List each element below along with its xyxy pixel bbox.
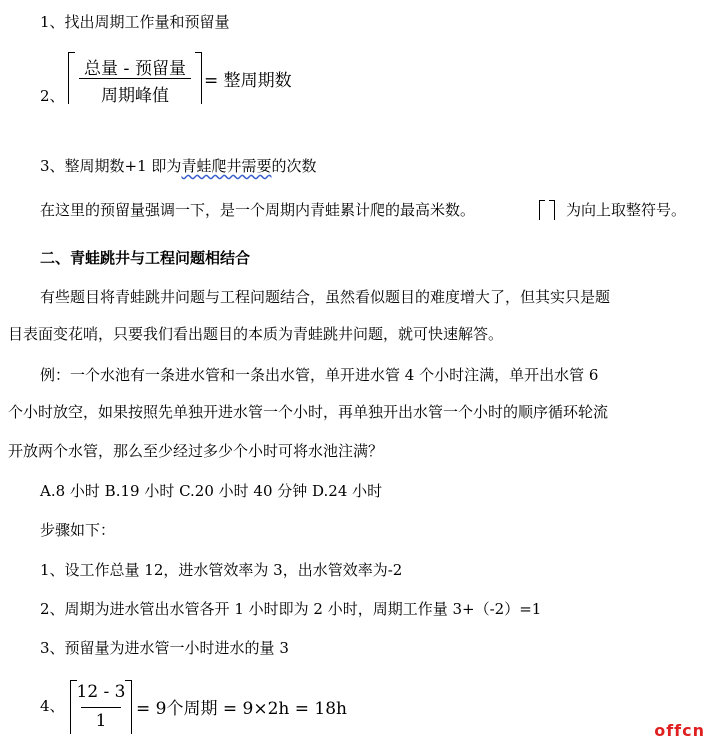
step-3-spellcheck-underline: 青蛙爬井需要 xyxy=(181,157,272,175)
step-3-part2: 的次数 xyxy=(271,157,317,175)
answer-options: A.8 小时 B.19 小时 C.20 小时 40 分钟 D.24 小时 xyxy=(40,482,383,500)
solution-step-3: 3、预留量为进水管一小时进水的量 3 xyxy=(40,639,289,657)
formula-2-fraction-bar xyxy=(81,707,121,708)
solution-step-1: 1、设工作总量 12，进水管效率为 3，出水管效率为-2 xyxy=(40,561,403,579)
step-2-label: 2、 xyxy=(40,87,65,105)
ceiling-formula-2 xyxy=(70,680,132,734)
para-1-line-1: 有些题目将青蛙跳井问题与工程问题结合，虽然看似题目的难度增大了，但其实只是题 xyxy=(40,288,611,306)
ceiling-note-after: 为向上取整符号。 xyxy=(566,201,687,219)
formula-1-result: = 整周期数 xyxy=(204,71,292,91)
offcn-watermark: offcn xyxy=(654,721,705,740)
example-line-2: 个小时放空，如果按照先单独开进水管一个小时，再单独开出水管一个小时的顺序循环轮流 xyxy=(8,403,609,421)
solution-step-2: 2、周期为进水管出水管各开 1 小时即为 2 小时，周期工作量 3+（-2）=1 xyxy=(40,600,542,618)
formula-2-numerator: 12 - 3 xyxy=(76,682,126,702)
step-3-text xyxy=(40,156,316,176)
formula-2-result: = 9个周期 = 9×2h = 18h xyxy=(136,699,347,719)
example-line-3: 开放两个水管，那么至少经过多少个小时可将水池注满？ xyxy=(8,442,384,460)
section-heading: 二、青蛙跳井与工程问题相结合 xyxy=(40,249,251,267)
steps-label: 步骤如下： xyxy=(40,521,116,539)
formula-1-numerator: 总量 - 预留量 xyxy=(84,59,186,79)
ceiling-symbol-icon xyxy=(539,200,555,220)
ceiling-note xyxy=(40,200,475,220)
para-1-line-2: 目表面变花哨，只要我们看出题目的本质为青蛙跳井问题，就可快速解答。 xyxy=(8,325,504,343)
step-3-part1: 3、整周期数+1 即为 xyxy=(40,157,182,175)
step-1-text: 1、找出周期工作量和预留量 xyxy=(40,13,230,31)
formula-2-denominator: 1 xyxy=(95,711,107,731)
formula-1-denominator: 周期峰值 xyxy=(101,86,169,106)
ceiling-formula-1 xyxy=(68,52,202,104)
example-line-1: 例：一个水池有一条进水管和一条出水管，单开进水管 4 个小时注满，单开出水管 6 xyxy=(40,366,599,384)
formula-1-fraction-bar xyxy=(79,78,191,79)
solution-step-4-label: 4、 xyxy=(40,697,65,715)
ceiling-note-before: 在这里的预留量强调一下，是一个周期内青蛙累计爬的最高米数。 xyxy=(40,201,476,219)
